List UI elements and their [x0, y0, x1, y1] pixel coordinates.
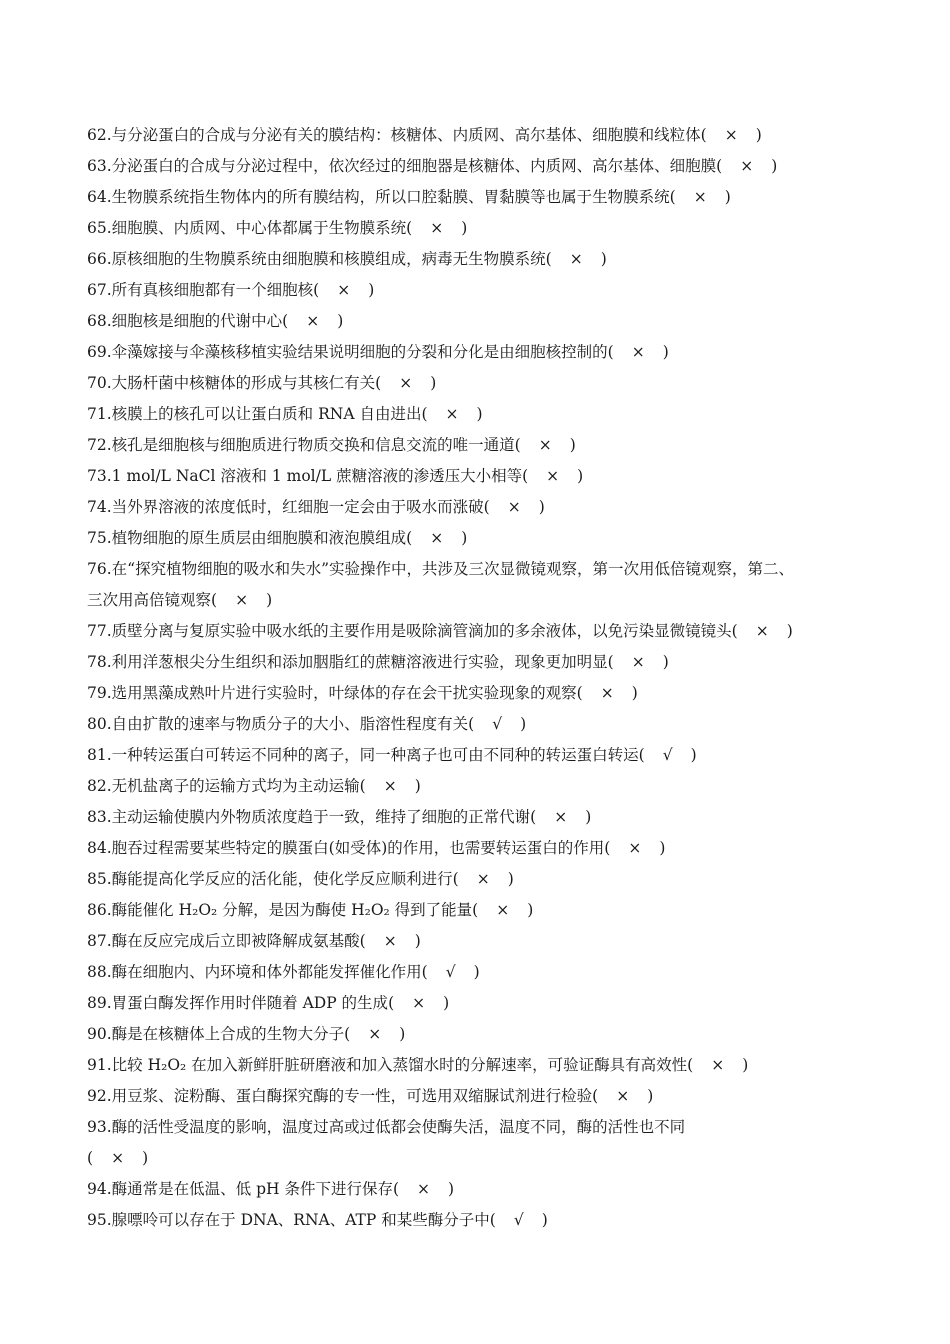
question-number: 63.: [87, 157, 112, 175]
paren-close: ): [690, 746, 697, 764]
question-text: 酶的活性受温度的影响，温度过高或过低都会使酶失活，温度不同，酶的活性也不同: [111, 1118, 686, 1136]
paren-open: (: [392, 1180, 400, 1198]
question-number: 88.: [87, 963, 112, 981]
question-number: 74.: [87, 498, 112, 516]
question-item: [87, 1205, 877, 1236]
question-item: [87, 1081, 877, 1112]
question-item: [87, 895, 877, 926]
question-number: 66.: [87, 250, 112, 268]
question-item: [87, 957, 877, 988]
cross-mark: ×: [445, 405, 459, 423]
question-text: 酶在反应完成后立即被降解成氨基酸: [111, 932, 360, 950]
question-number: 86.: [87, 901, 112, 919]
cross-mark: ×: [693, 188, 707, 206]
paren-close: ): [724, 188, 731, 206]
question-number: 83.: [87, 808, 112, 826]
question-text: 胃蛋白酶发挥作用时伴随着 ADP 的生成: [111, 994, 389, 1012]
question-text: 当外界溶液的浓度低时，红细胞一定会由于吸水而涨破: [111, 498, 484, 516]
question-item: [87, 430, 877, 461]
paren-open: (: [375, 374, 382, 392]
question-text: 伞藻嫁接与伞藻核移植实验结果说明细胞的分裂和分化是由细胞核控制的: [111, 343, 608, 361]
question-text: 原核细胞的生物膜系统由细胞膜和核膜组成，病毒无生物膜系统: [111, 250, 546, 268]
question-number: 90.: [87, 1025, 112, 1043]
paren-open: (: [522, 467, 529, 485]
paren-open: (: [731, 622, 738, 640]
cross-mark: ×: [628, 839, 642, 857]
question-text: 细胞核是细胞的代谢中心: [111, 312, 283, 330]
paren-open: (: [545, 250, 552, 268]
cross-mark: ×: [111, 1149, 125, 1167]
cross-mark: ×: [368, 1025, 382, 1043]
paren-close: ): [476, 405, 483, 423]
paren-open: (: [700, 126, 707, 144]
question-text-continued: [87, 1143, 877, 1174]
cross-mark: ×: [554, 808, 568, 826]
question-text: 分泌蛋白的合成与分泌过程中，依次经过的细胞器是核糖体、内质网、高尔基体、细胞膜: [111, 157, 717, 175]
question-item: [87, 709, 877, 740]
question-number: 72.: [87, 436, 112, 454]
cross-mark: ×: [507, 498, 521, 516]
question-text: 胞吞过程需要某些特定的膜蛋白(如受体)的作用，也需要转运蛋白的作用: [111, 839, 605, 857]
paren-open: (: [576, 684, 583, 702]
question-text: 利用洋葱根尖分生组织和添加胭脂红的蔗糖溶液进行实验，现象更加明显: [111, 653, 608, 671]
question-item: [87, 368, 877, 399]
question-text: 植物细胞的原生质层由细胞膜和液泡膜组成: [111, 529, 407, 547]
question-text: 酶在细胞内、内环境和体外都能发挥催化作用: [111, 963, 422, 981]
paren-close: ): [585, 808, 592, 826]
question-item: [87, 988, 877, 1019]
question-item: [87, 771, 877, 802]
paren-open: (: [313, 281, 320, 299]
question-item: [87, 554, 877, 616]
paren-close: ): [527, 901, 534, 919]
question-number: 67.: [87, 281, 112, 299]
question-number: 76.: [87, 560, 112, 578]
question-item: [87, 802, 877, 833]
paren-open: (: [388, 994, 395, 1012]
question-number: 94.: [87, 1180, 112, 1198]
question-number: 73.: [87, 467, 112, 485]
paren-open: (: [607, 343, 614, 361]
cross-mark: ×: [412, 994, 426, 1012]
question-text: 无机盐离子的运输方式均为主动运输: [111, 777, 360, 795]
paren-open: (: [406, 219, 413, 237]
question-text: 与分泌蛋白的合成与分泌有关的膜结构：核糖体、内质网、高尔基体、细胞膜和线粒体: [111, 126, 701, 144]
question-item: [87, 182, 877, 213]
paren-open: (: [489, 1211, 496, 1229]
paren-close: ): [414, 777, 421, 795]
paren-open: (: [211, 591, 218, 609]
paren-open: (: [421, 963, 428, 981]
cross-mark: ×: [399, 374, 413, 392]
question-number: 87.: [87, 932, 112, 950]
question-text: 酶能提高化学反应的活化能，使化学反应顺利进行: [111, 870, 453, 888]
question-item: [87, 120, 877, 151]
question-number: 80.: [87, 715, 112, 733]
paren-close: ): [520, 715, 527, 733]
cross-mark: ×: [383, 932, 397, 950]
paren-open: (: [483, 498, 490, 516]
paren-open: (: [638, 746, 645, 764]
cross-mark: ×: [476, 870, 490, 888]
question-number: 75.: [87, 529, 112, 547]
question-item: [87, 864, 877, 895]
cross-mark: ×: [631, 653, 645, 671]
question-text: 生物膜系统指生物体内的所有膜结构，所以口腔黏膜、胃黏膜等也属于生物膜系统: [111, 188, 670, 206]
question-item: [87, 151, 877, 182]
paren-close: ): [659, 839, 666, 857]
cross-mark: ×: [235, 591, 249, 609]
question-text: 细胞膜、内质网、中心体都属于生物膜系统: [111, 219, 407, 237]
question-text: 主动运输使膜内外物质浓度趋于一致，维持了细胞的正常代谢: [111, 808, 531, 826]
cross-mark: ×: [616, 1087, 630, 1105]
paren-close: ): [786, 622, 793, 640]
paren-open: (: [514, 436, 521, 454]
paren-close: ): [430, 374, 437, 392]
question-number: 85.: [87, 870, 112, 888]
question-text: 大肠杆菌中核糖体的形成与其核仁有关: [111, 374, 376, 392]
question-number: 78.: [87, 653, 112, 671]
question-number: 92.: [87, 1087, 112, 1105]
paren-close: ): [507, 870, 514, 888]
question-item: [87, 647, 877, 678]
paren-close: ): [742, 1056, 749, 1074]
question-item: [87, 740, 877, 771]
paren-close: ): [771, 157, 778, 175]
question-text: 腺嘌呤可以存在于 DNA、RNA、ATP 和某些酶分子中: [111, 1211, 490, 1229]
question-item: [87, 1112, 877, 1174]
question-number: 95.: [87, 1211, 112, 1229]
question-item: [87, 678, 877, 709]
question-item: [87, 833, 877, 864]
question-item: [87, 337, 877, 368]
cross-mark: ×: [600, 684, 614, 702]
question-item: [87, 1174, 877, 1205]
paren-open: (: [359, 932, 366, 950]
question-number: 79.: [87, 684, 112, 702]
paren-open: (: [452, 870, 459, 888]
paren-close: ): [473, 963, 480, 981]
question-text: 一种转运蛋白可转运不同种的离子，同一种离子也可由不同种的转运蛋白转运: [111, 746, 639, 764]
cross-mark: ×: [430, 529, 444, 547]
paren-open: (: [716, 157, 723, 175]
paren-close: ): [461, 529, 468, 547]
paren-open: (: [421, 405, 428, 423]
question-text: 1 mol/L NaCl 溶液和 1 mol/L 蔗糖溶液的渗透压大小相等: [111, 467, 523, 485]
paren-close: ): [662, 653, 669, 671]
paren-close: ): [647, 1087, 654, 1105]
paren-close: ): [755, 126, 762, 144]
question-text: 自由扩散的速率与物质分子的大小、脂溶性程度有关: [111, 715, 469, 733]
question-number: 69.: [87, 343, 112, 361]
paren-close: ): [443, 994, 450, 1012]
paren-open: (: [282, 312, 289, 330]
cross-mark: ×: [337, 281, 351, 299]
cross-mark: ×: [569, 250, 583, 268]
question-number: 71.: [87, 405, 112, 423]
question-item: [87, 275, 877, 306]
question-number: 82.: [87, 777, 112, 795]
question-text-continued: 三次用高倍镜观察( × ): [87, 585, 877, 616]
question-number: 81.: [87, 746, 112, 764]
question-text: 选用黑藻成熟叶片进行实验时，叶绿体的存在会干扰实验现象的观察: [111, 684, 577, 702]
question-text: 在“探究植物细胞的吸水和失水”实验操作中，共涉及三次显微镜观察，第一次用低倍镜观察，第二、: [111, 560, 795, 578]
paren-close: ): [448, 1180, 455, 1198]
paren-close: ): [631, 684, 638, 702]
question-item: [87, 213, 877, 244]
question-number: 65.: [87, 219, 112, 237]
cross-mark: ×: [631, 343, 645, 361]
paren-close: ): [399, 1025, 406, 1043]
paren-open: (: [592, 1087, 599, 1105]
cross-mark: ×: [306, 312, 320, 330]
paren-close: ): [569, 436, 576, 454]
paren-close: ): [414, 932, 421, 950]
question-text: 核孔是细胞核与细胞质进行物质交换和信息交流的唯一通道: [111, 436, 515, 454]
cross-mark: ×: [740, 157, 754, 175]
paren-close: ): [577, 467, 584, 485]
question-text: 质壁分离与复原实验中吸水纸的主要作用是吸除滴管滴加的多余液体，以免污染显微镜镜头: [111, 622, 732, 640]
paren-close: ): [142, 1149, 149, 1167]
paren-close: ): [337, 312, 344, 330]
paren-open: (: [687, 1056, 694, 1074]
paren-open: (: [669, 188, 676, 206]
question-item: [87, 1050, 877, 1081]
paren-open: (: [607, 653, 614, 671]
paren-open: (: [359, 777, 366, 795]
question-item: [87, 244, 877, 275]
question-number: 84.: [87, 839, 112, 857]
question-item: [87, 523, 877, 554]
question-number: 89.: [87, 994, 112, 1012]
paren-close: ): [538, 498, 545, 516]
question-text: 用豆浆、淀粉酶、蛋白酶探究酶的专一性，可选用双缩脲试剂进行检验: [111, 1087, 593, 1105]
paren-open: (: [472, 901, 479, 919]
cross-mark: ×: [724, 126, 738, 144]
question-text: 酶是在核糖体上合成的生物大分子: [111, 1025, 345, 1043]
question-item: [87, 461, 877, 492]
question-number: 93.: [87, 1118, 112, 1136]
paren-open: (: [604, 839, 611, 857]
question-number: 91.: [87, 1056, 112, 1074]
question-item: [87, 1019, 877, 1050]
cross-mark: ×: [430, 219, 444, 237]
cross-mark: ×: [546, 467, 560, 485]
paren-open: (: [87, 1149, 94, 1167]
question-text: 所有真核细胞都有一个细胞核: [111, 281, 314, 299]
paren-open: (: [344, 1025, 351, 1043]
paren-close: ): [266, 591, 273, 609]
question-item: [87, 306, 877, 337]
question-number: 70.: [87, 374, 112, 392]
cross-mark: ×: [383, 777, 397, 795]
check-mark: √: [445, 963, 456, 981]
paren-close: ): [600, 250, 607, 268]
check-mark: √: [662, 746, 673, 764]
cross-mark: ×: [538, 436, 552, 454]
question-number: 64.: [87, 188, 112, 206]
question-text: 酶能催化 H₂O₂ 分解，是因为酶使 H₂O₂ 得到了能量: [111, 901, 473, 919]
question-item: [87, 926, 877, 957]
question-item: [87, 492, 877, 523]
paren-close: ): [461, 219, 468, 237]
paren-open: (: [468, 715, 475, 733]
question-number: 62.: [87, 126, 112, 144]
cross-mark: ×: [755, 622, 769, 640]
question-number: 68.: [87, 312, 112, 330]
question-item: [87, 399, 877, 430]
paren-close: ): [541, 1211, 548, 1229]
paren-open: (: [530, 808, 537, 826]
question-item: [87, 616, 877, 647]
question-text: 酶通常是在低温、低 pH 条件下进行保存: [111, 1180, 393, 1198]
cross-mark: ×: [496, 901, 510, 919]
question-text: 比较 H₂O₂ 在加入新鲜肝脏研磨液和加入蒸馏水时的分解速率，可验证酶具有高效性: [111, 1056, 688, 1074]
paren-open: (: [406, 529, 413, 547]
check-mark: √: [492, 715, 503, 733]
paren-close: ): [662, 343, 669, 361]
cross-mark: ×: [711, 1056, 725, 1074]
question-number: 77.: [87, 622, 112, 640]
cross-mark: ×: [417, 1180, 431, 1198]
question-text: 核膜上的核孔可以让蛋白质和 RNA 自由进出: [111, 405, 422, 423]
check-mark: √: [513, 1211, 524, 1229]
paren-close: ): [368, 281, 375, 299]
